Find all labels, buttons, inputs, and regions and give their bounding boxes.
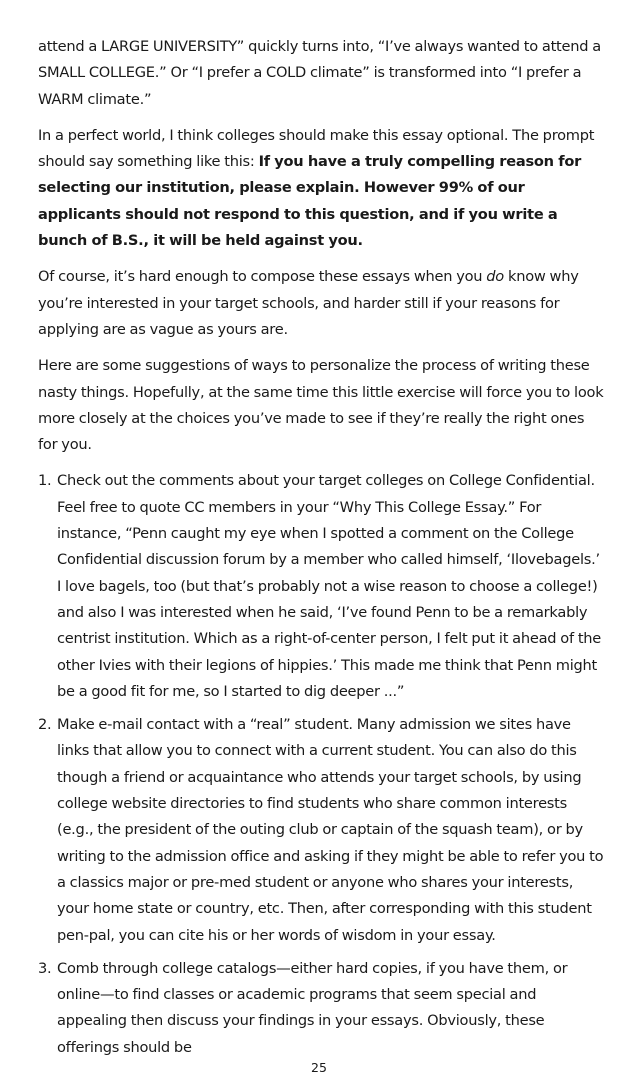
- page-body: [38, 34, 604, 1068]
- paragraph-text: In a perfect world, I think colleges should make this essay optional. The prompt should say something like this:: [38, 126, 595, 171]
- list-item: [38, 468, 604, 705]
- paragraph-of-course: [38, 264, 604, 343]
- paragraph-suggestions-intro: Here are some suggestions of ways to personalize the process of writing these nasty things. Hopefully, at the same time this little exercise will force you to look more closely at the choices you’ve made to see if they’re really the right ones for you.: [38, 357, 604, 454]
- page-number: 25: [311, 1060, 327, 1075]
- suggestions-list: [38, 468, 604, 1061]
- list-item-number: 2.: [38, 716, 52, 734]
- italic-emphasis: do: [486, 268, 504, 286]
- list-item-text: Make e-mail contact with a “real” student. Many admission we sites have links that allow you to connect with a current student. You can also do this though a friend or acquaintance who attends your target schools, by using college website directories to find students who share common interests (e.g., the president of the outing club or captain of the squash team), or by writing to the admission office and asking if they might be able to refer you to a classics major or pre-med student or anyone who shares your interests, your home state or country, etc. Then, after corresponding with this student pen-pal, you can cite his or her words of wisdom in your essay.: [57, 716, 604, 944]
- list-item-number: 3.: [38, 959, 52, 977]
- list-item-text: Comb through college catalogs—either hard copies, if you have them, or online—to find classes or academic programs that seem special and appealing then discuss your findings in your essays. Obviously, these offerings should be: [57, 959, 568, 1056]
- paragraph-text: know why you’re interested in your target schools, and harder still if your reasons for applying are as vague as yours are.: [38, 268, 579, 338]
- paragraph-optional-essay: [38, 123, 604, 254]
- bold-prompt-text: If you have a truly compelling reason for selecting our institution, please explain. However 99% of our applicants should not respond to this question, and if you write a bunch of B.S., it will be held against you.: [38, 153, 582, 250]
- list-item: [38, 956, 604, 1061]
- list-item-number: 1.: [38, 472, 52, 490]
- list-item-text: Check out the comments about your target colleges on College Confidential. Feel free to quote CC members in your “Why This College Essay.” For instance, “Penn caught my eye when I spotted a comment on the College Confidential discussion forum by a member who called himself, ‘Ilovebagels.’ I love bagels, too (but that’s probably not a wise reason to choose a college!) and also I was interested when he said, ‘I’ve found Penn to be a remarkably centrist institution. Which as a right-of-center person, I felt put it ahead of the other Ivies with their legions of hippies.’ This made me think that Penn might be a good fit for me, so I started to dig deeper ...”: [57, 472, 602, 700]
- list-item: [38, 712, 604, 949]
- paragraph-continuation: attend a LARGE UNIVERSITY” quickly turns into, “I’ve always wanted to attend a SMALL COLLEGE.” Or “I prefer a COLD climate” is transformed into “I prefer a WARM climate.”: [38, 38, 601, 108]
- paragraph-text: Of course, it’s hard enough to compose these essays when you: [38, 268, 487, 286]
